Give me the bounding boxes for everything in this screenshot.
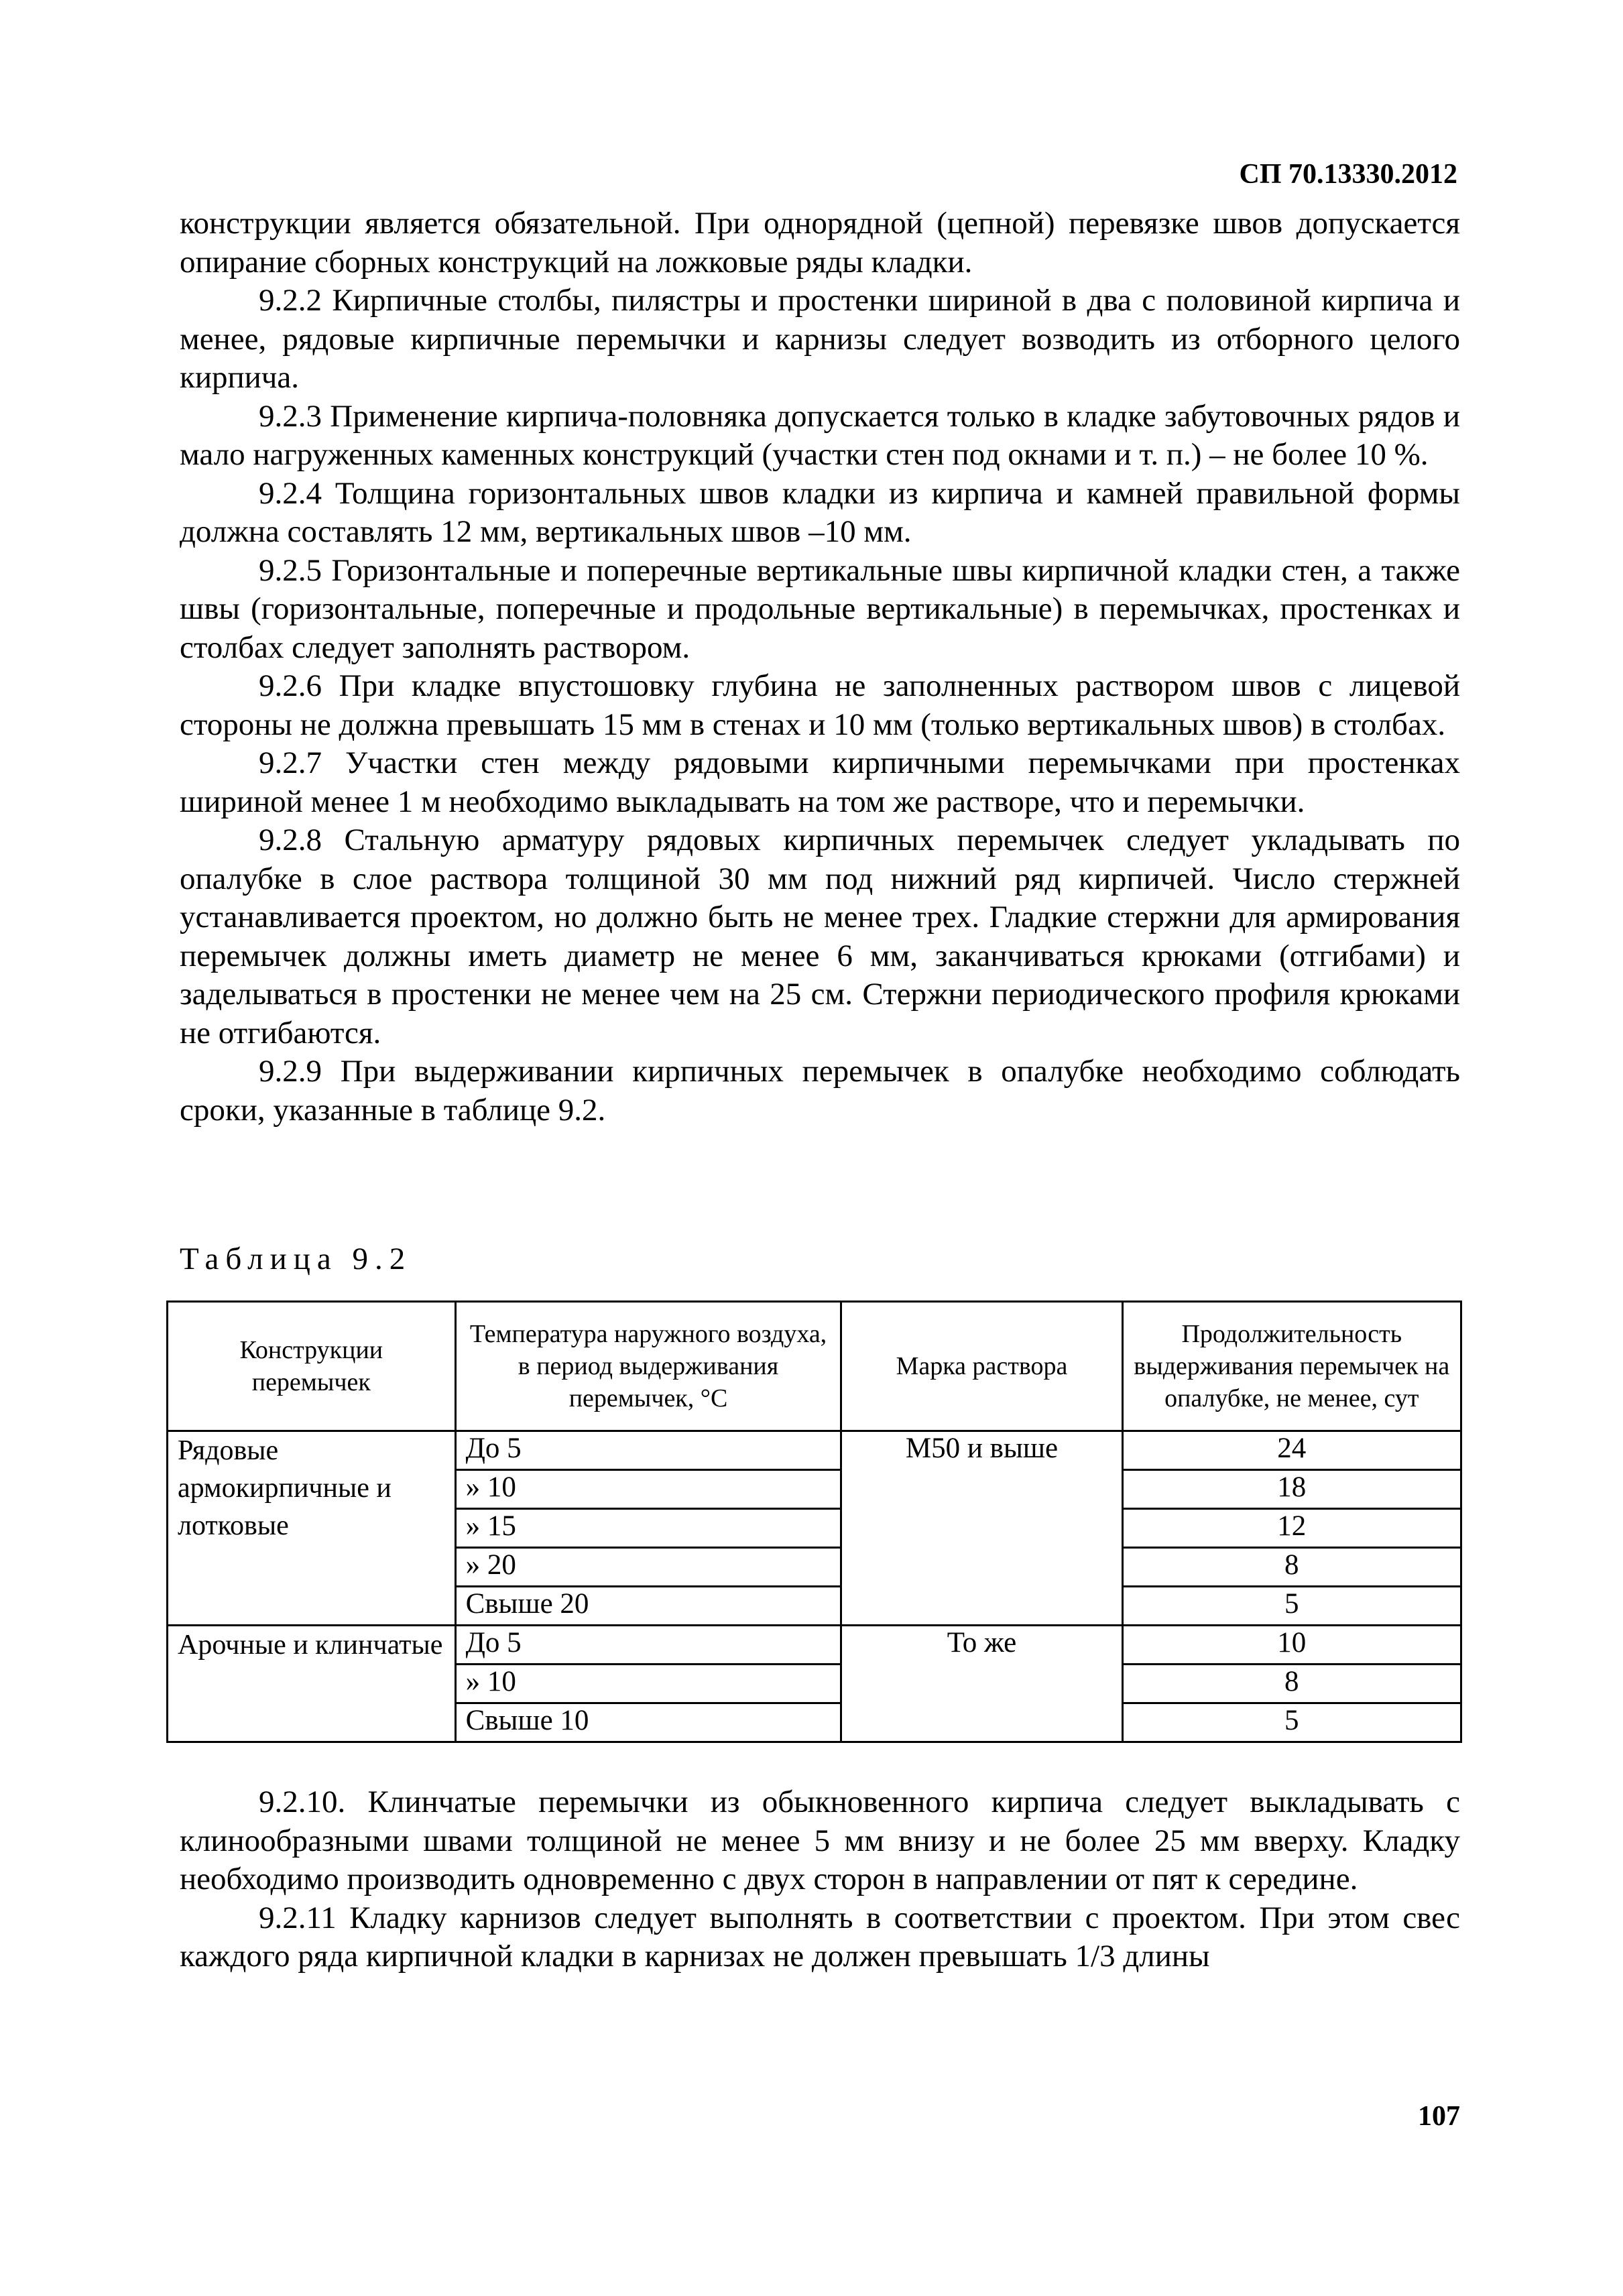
cell-temperature: Свыше 20 [455, 1587, 841, 1626]
cell-duration: 12 [1122, 1509, 1461, 1548]
table-row [168, 1626, 1461, 1665]
cell-temperature: » 10 [455, 1470, 841, 1509]
paragraph-9-2-5: 9.2.5 Горизонтальные и поперечные вертикальные швы кирпичной кладки стен, а также швы (горизонтальные, поперечные и продольные вертикальные) в перемычках, простенках и столбах следует заполнять раствором. [180, 552, 1460, 665]
cell-temperature: До 5 [455, 1431, 841, 1470]
text-after-table [180, 1783, 1460, 1976]
paragraph-9-2-3: 9.2.3 Применение кирпича-половняка допускается только в кладке забутовочных рядов и мало нагруженных каменных конструкций (участки стен под окнами и т. п.) – не более 10 %. [180, 398, 1460, 472]
paragraph-9-2-8: 9.2.8 Стальную арматуру рядовых кирпичных перемычек следует укладывать по опалубке в слое раствора толщиной 30 мм под нижний ряд кирпичей. Число стержней устанавливается проектом, но должно быть не менее трех. Гладкие стержни для армирования перемычек должны иметь диаметр не менее 6 мм, заканчиваться крюками (отгибами) и заделываться в простенки не менее чем на 25 см. Стержни периодического профиля крюками не отгибаются. [180, 823, 1460, 1050]
table-9-2 [166, 1301, 1462, 1743]
cell-temperature: Свыше 10 [455, 1703, 841, 1742]
cell-duration: 10 [1122, 1626, 1461, 1665]
paragraph-9-2-11: 9.2.11 Кладку карнизов следует выполнять в соответствии с проектом. При этом свес каждого ряда кирпичной кладки в карнизах не должен превышать 1/3 длины [180, 1900, 1460, 1974]
cell-duration: 5 [1122, 1703, 1461, 1742]
page-number: 107 [1418, 2101, 1460, 2132]
cell-duration: 8 [1122, 1665, 1461, 1703]
cell-temperature: » 15 [455, 1509, 841, 1548]
paragraph-9-2-1-continuation: конструкции является обязательной. При однорядной (цепной) перевязке швов допускается опирание сборных конструкций на ложковые ряды кладки. [180, 206, 1460, 280]
paragraph-9-2-2: 9.2.2 Кирпичные столбы, пилястры и простенки шириной в два с половиной кирпича и менее, рядовые кирпичные перемычки и карнизы следует возводить из отборного целого кирпича. [180, 283, 1460, 395]
document-code: СП 70.13330.2012 [1239, 159, 1457, 190]
text-before-table [180, 204, 1460, 1130]
header-duration: Продолжительность выдерживания перемычек на опалубке, не менее, сут [1122, 1302, 1461, 1431]
table-row [168, 1431, 1461, 1470]
cell-construction: Арочные и клинчатые [168, 1626, 456, 1742]
header-construction: Конструкции перемычек [168, 1302, 456, 1431]
paragraph-9-2-10: 9.2.10. Клинчатые перемычки из обыкновенного кирпича следует выкладывать с клинообразными швами толщиной не менее 5 мм внизу и не более 25 мм вверху. Кладку необходимо производить одновременно с двух сторон в направлении от пят к середине. [180, 1785, 1460, 1896]
cell-duration: 5 [1122, 1587, 1461, 1626]
cell-mortar: М50 и выше [841, 1431, 1122, 1626]
cell-temperature: » 10 [455, 1665, 841, 1703]
paragraph-9-2-4: 9.2.4 Толщина горизонтальных швов кладки из кирпича и камней правильной формы должна составлять 12 мм, вертикальных швов –10 мм. [180, 475, 1460, 549]
paragraph-9-2-6: 9.2.6 При кладке впустошовку глубина не заполненных раствором швов с лицевой стороны не должна превышать 15 мм в стенах и 10 мм (только вертикальных швов) в столбах. [180, 668, 1460, 742]
header-temperature: Температура наружного воздуха, в период выдерживания перемычек, °С [455, 1302, 841, 1431]
cell-temperature: » 20 [455, 1548, 841, 1587]
cell-duration: 18 [1122, 1470, 1461, 1509]
table-header-row [168, 1302, 1461, 1431]
cell-duration: 24 [1122, 1431, 1461, 1470]
table-caption: Таблица 9.2 [180, 1242, 412, 1276]
header-mortar: Марка раствора [841, 1302, 1122, 1431]
paragraph-9-2-7: 9.2.7 Участки стен между рядовыми кирпичными перемычками при простенках шириной менее 1 м необходимо выкладывать на том же растворе, что и перемычки. [180, 745, 1460, 819]
cell-duration: 8 [1122, 1548, 1461, 1587]
cell-mortar: То же [841, 1626, 1122, 1742]
paragraph-9-2-9: 9.2.9 При выдерживании кирпичных перемычек в опалубке необходимо соблюдать сроки, указанные в таблице 9.2. [180, 1054, 1460, 1128]
cell-construction: Рядовые армокирпичные и лотковые [168, 1431, 456, 1626]
cell-temperature: До 5 [455, 1626, 841, 1665]
